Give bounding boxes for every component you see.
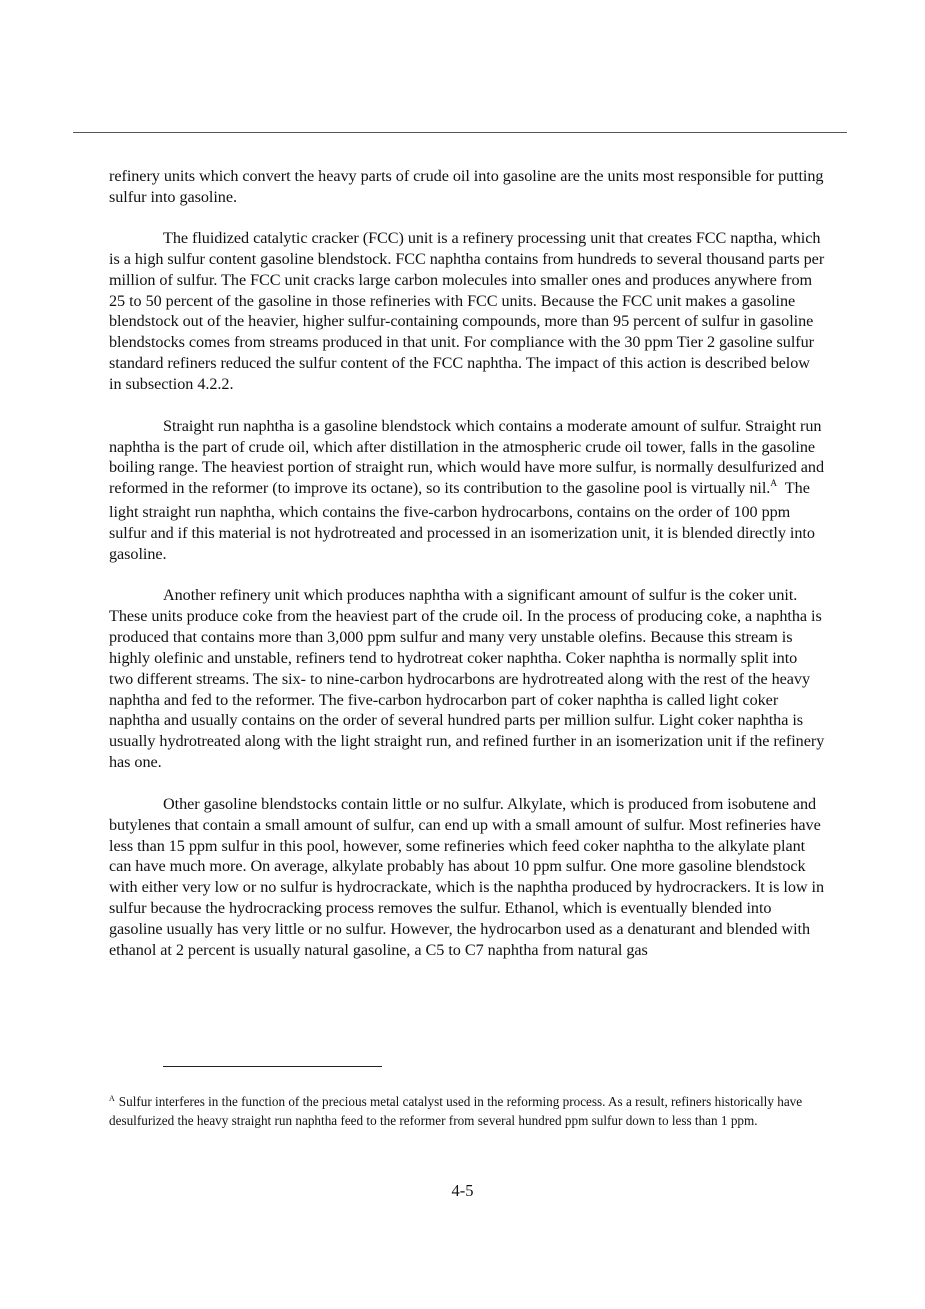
- paragraph-text-after-ref: The light straight run naphtha, which contains the five-carbon hydrocarbons, contains on the order of 100 ppm sulfur and if this material is not hydrotreated and processed in an isomerization unit, it is blended directly into gasoline.: [109, 479, 819, 563]
- paragraph-fcc-unit: The fluidized catalytic cracker (FCC) unit is a refinery processing unit that creates FCC naptha, which is a high sulfur content gasoline blendstock. FCC naphtha contains from hundreds to several thousand parts per million of sulfur. The FCC unit cracks large carbon molecules into smaller ones and produces anywhere from 25 to 50 percent of the gasoline in those refineries with FCC units. Because the FCC unit makes a gasoline blendstock out of the heavier, higher sulfur-containing compounds, more than 95 percent of sulfur in gasoline blendstocks comes from streams produced in that unit. For compliance with the 30 ppm Tier 2 gasoline sulfur standard refiners reduced the sulfur content of the FCC naphtha. The impact of this action is described below in subsection 4.2.2.: [109, 229, 825, 393]
- paragraph-other-blendstocks: Other gasoline blendstocks contain little or no sulfur. Alkylate, which is produced from isobutene and butylenes that contain a small amount of sulfur, can end up with a small amount of sulfur. Most refineries have less than 15 ppm sulfur in this pool, however, some refineries which feed coker naphtha to the alkylate plant can have much more. On average, alkylate probably has about 10 ppm sulfur. One more gasoline blendstock with either very low or no sulfur is hydrocrackate, which is the naphtha produced by hydrocrackers. It is low in sulfur because the hydrocracking process removes the sulfur. Ethanol, which is eventually blended into gasoline usually has very little or no sulfur. However, the hydrocarbon used as a denaturant and blended with ethanol at 2 percent is usually natural gasoline, a C5 to C7 naphtha from natural gas: [109, 794, 824, 959]
- page-number: 4-5: [451, 1181, 474, 1200]
- body-text: [109, 166, 825, 981]
- footnote-reference[interactable]: A: [770, 479, 778, 490]
- paragraph-straight-run-naphtha: [109, 416, 825, 565]
- paragraph-coker-unit: Another refinery unit which produces naphtha with a significant amount of sulfur is the coker unit. These units produce coke from the heaviest part of the crude oil. In the process of producing coke, a naphtha is produced that contains more than 3,000 ppm sulfur and many very unstable olefins. Because this stream is highly olefinic and unstable, refiners tend to hydrotreat coker naphtha. Coker naphtha is normally split into two different streams. The six- to nine-carbon hydrocarbons are hydrotreated along with the rest of the heavy naphtha and fed to the reformer. The five-carbon hydrocarbon part of coker naphtha is called light coker naphtha and usually contains on the order of several hundred parts per million sulfur. Light coker naphtha is usually hydrotreated along with the light straight run, and refined further in an isomerization unit if the refinery has one.: [109, 586, 825, 772]
- footnote-marker: A: [109, 1094, 115, 1103]
- footnote: [109, 1093, 825, 1129]
- footnote-text: Sulfur interferes in the function of the precious metal catalyst used in the reforming process. As a result, refiners historically have desulfurized the heavy straight run naphtha feed to the reformer from several hundred ppm sulfur down to less than 1 ppm.: [109, 1094, 803, 1129]
- paragraph-continuation: refinery units which convert the heavy parts of crude oil into gasoline are the units most responsible for putting sulfur into gasoline.: [109, 167, 824, 206]
- paragraph-text-before-ref: Straight run naphtha is a gasoline blendstock which contains a moderate amount of sulfur. Straight run naphtha is the part of crude oil, which after distillation in the atmospheric crude oil tower, falls in the gasoline boiling range. The heaviest portion of straight run, which would have more sulfur, is normally desulfurized and reformed in the reformer (to improve its octane), so its contribution to the gasoline pool is virtually nil.: [109, 416, 825, 498]
- header-rule: [73, 132, 847, 133]
- footnote-separator: [163, 1066, 382, 1067]
